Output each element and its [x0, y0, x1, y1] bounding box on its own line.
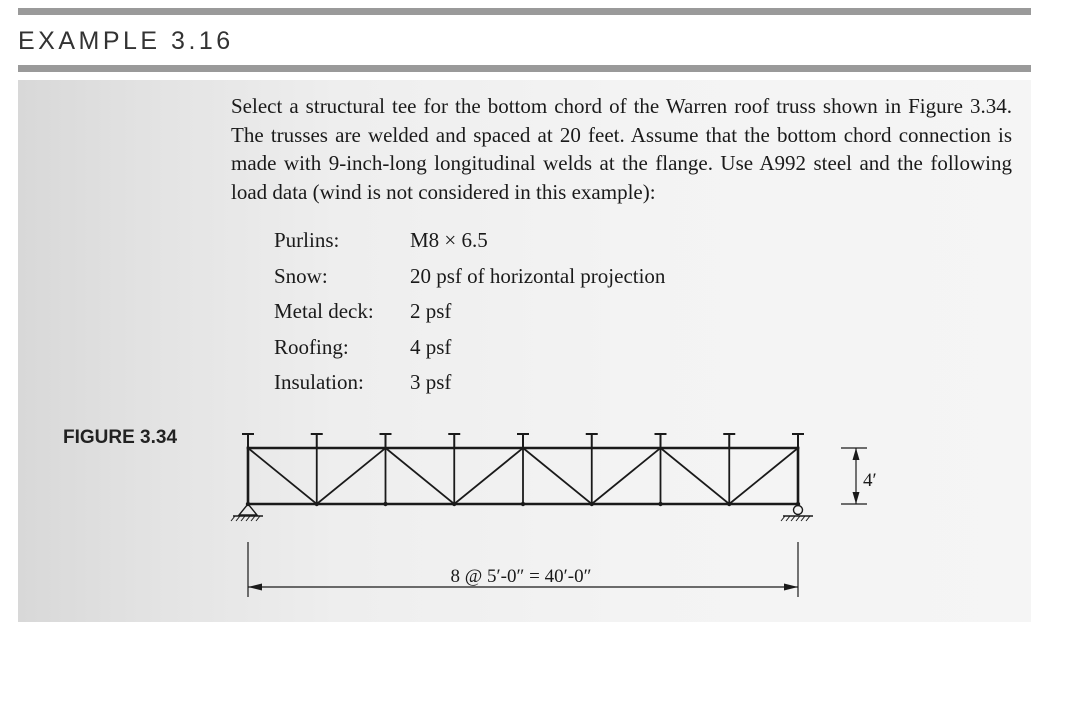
span-dimension-label: 8 @ 5′-0″ = 40′-0″ [450, 566, 592, 587]
bottom-joint [315, 502, 319, 506]
span-arrow-left [248, 584, 262, 591]
support-hatch [796, 516, 800, 521]
truss-supports [231, 504, 813, 521]
bottom-joint [727, 502, 731, 506]
bottom-joint [590, 502, 594, 506]
height-arrow-top [853, 448, 860, 460]
problem-statement: Select a structural tee for the bottom chord of the Warren roof truss shown in Figure 3.34. The trusses are welded and spaced at 20 feet. Assume that the bottom chord connection is made with 9-inch-long longitudinal welds at the flange. Use A992 steel and the following load data (wind is not considered in this example): [231, 94, 1012, 204]
height-dimension-label: 4′ [863, 470, 877, 491]
support-hatch [786, 516, 790, 521]
truss-diagonal [661, 448, 730, 504]
support-hatch [231, 516, 235, 521]
truss-diagonal [386, 448, 455, 504]
load-value: 3 psf [410, 370, 452, 395]
load-label: Metal deck: [274, 299, 374, 324]
span-arrow-right [784, 584, 798, 591]
support-hatch [256, 516, 260, 521]
bottom-joint [521, 502, 525, 506]
example-heading: EXAMPLE 3.16 [18, 27, 234, 55]
height-arrow-bottom [853, 492, 860, 504]
load-label: Purlins: [274, 228, 340, 253]
top-rule [18, 8, 1031, 15]
support-hatch [781, 516, 785, 521]
roller-support [794, 506, 803, 515]
content-panel [18, 80, 1031, 622]
support-hatch [246, 516, 250, 521]
load-value: 20 psf of horizontal projection [410, 263, 666, 288]
heading-bottom-rule [18, 65, 1031, 72]
truss-diagonal [317, 448, 386, 504]
load-label: Snow: [274, 263, 328, 288]
support-hatch [241, 516, 245, 521]
load-label: Roofing: [274, 334, 349, 359]
load-label: Insulation: [274, 370, 364, 395]
bottom-joint [658, 502, 662, 506]
load-value: 2 psf [410, 299, 452, 324]
load-value: 4 psf [410, 334, 452, 359]
truss-structure [243, 434, 803, 506]
load-value: M8 × 6.5 [410, 228, 488, 253]
figure-label: FIGURE 3.34 [63, 427, 178, 448]
support-hatch [801, 516, 805, 521]
support-hatch [806, 516, 810, 521]
truss-diagonal [592, 448, 661, 504]
truss-diagonal [248, 448, 317, 504]
truss-diagonal [454, 448, 523, 504]
warren-truss-diagram [18, 80, 1031, 622]
truss-diagonal [729, 448, 798, 504]
support-hatch [791, 516, 795, 521]
truss-diagonal [523, 448, 592, 504]
support-hatch [236, 516, 240, 521]
support-hatch [251, 516, 255, 521]
bottom-joint [383, 502, 387, 506]
bottom-joint [452, 502, 456, 506]
